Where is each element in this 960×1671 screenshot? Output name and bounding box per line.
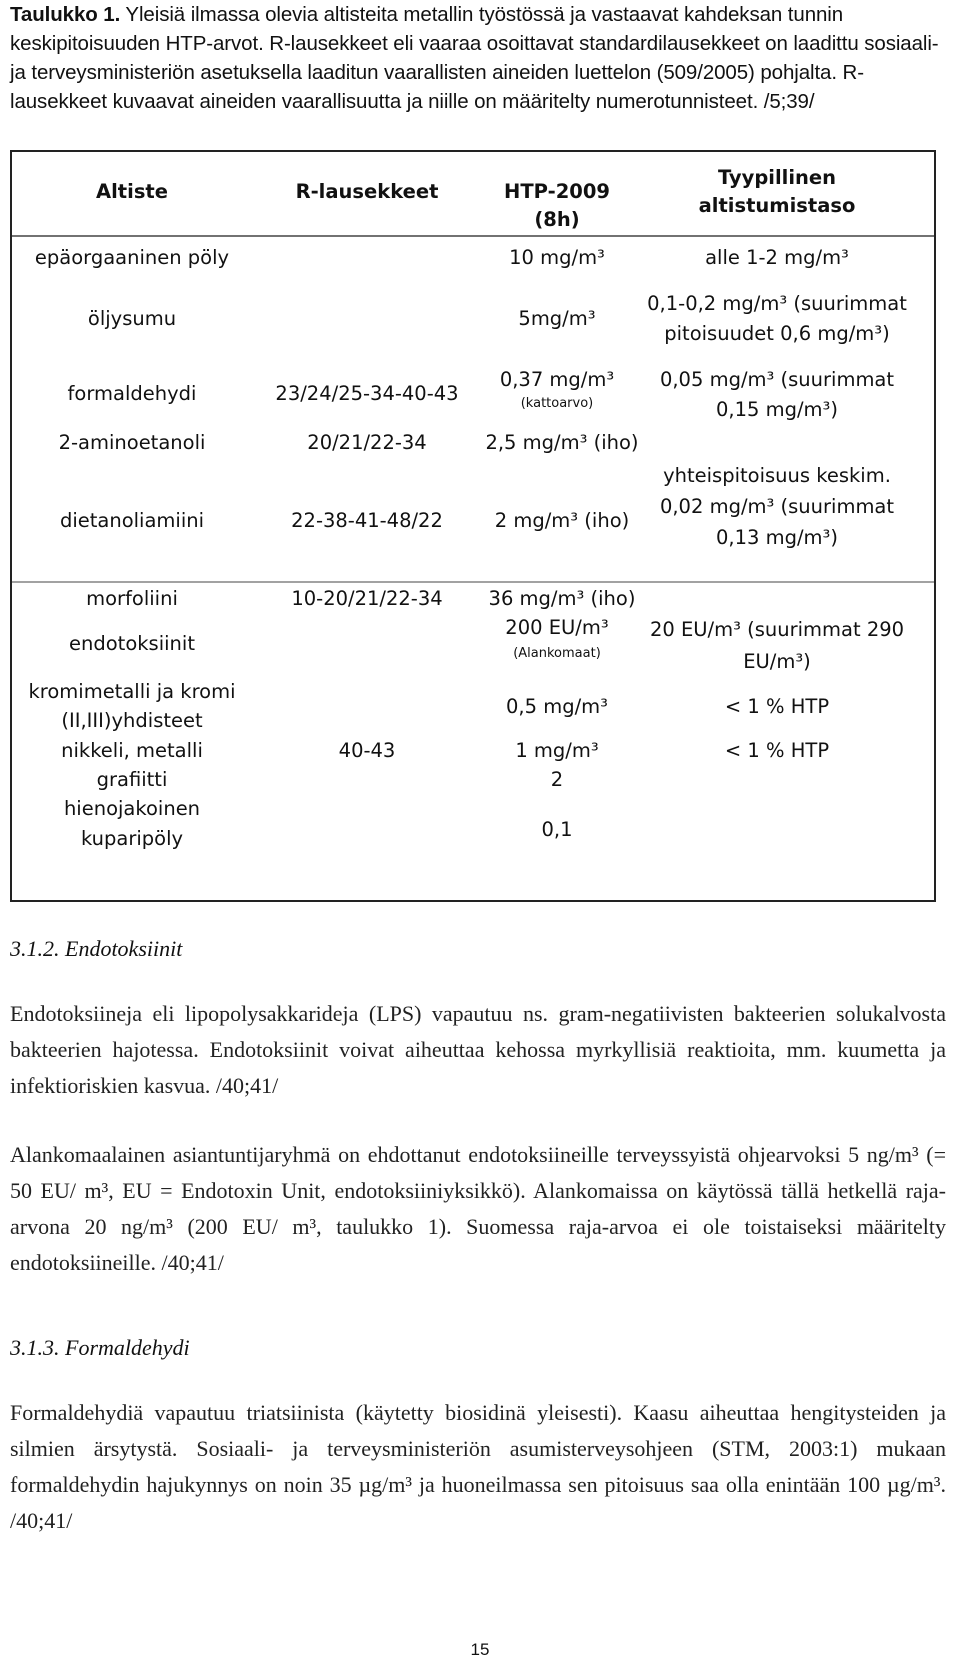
header-typ-1: Tyypillinen bbox=[717, 166, 837, 189]
paragraph-endotoxins-2: Alankomaalainen asiantuntijaryhmä on ehdottanut endotoksiineille terveyssyistä ohjearvoksi 5 ng/m³ (= 50 EU/ m³, EU = Endotoxin Unit, endotoksiiniyksikkö). Alankomaissa on käytössä tällä hetkellä raja-arvona 20 ng/m³ (200 EU/ m³, taulukko 1). Suomessa raja-arvoa ei ole toistaiseksi määritelty endotoksiineille. /40;41/ bbox=[10, 1142, 946, 1275]
row11-altiste-2: kuparipöly bbox=[80, 827, 184, 850]
paragraph-endotoxins-1: Endotoksiineja eli lipopolysakkarideja (LPS) vapautuu ns. gram-negatiivisten bakteerien solukalvosta bakteerien hajotessa. Endotoksiinit voivat aiheuttaa kehossa myrkyllisiä reaktioita, mm. kuumetta ja infektioriskien kasvua. /40;41/ bbox=[10, 1001, 946, 1098]
row9-altiste: nikkeli, metalli bbox=[61, 739, 203, 762]
row11-htp: 0,1 bbox=[541, 818, 573, 841]
row2-typ-1: 0,1-0,2 mg/m³ (suurimmat bbox=[647, 292, 907, 315]
row9-typ: < 1 % HTP bbox=[724, 739, 830, 762]
table-caption bbox=[10, 0, 945, 116]
section-heading-312: 3.1.2. Endotoksiinit bbox=[10, 936, 183, 961]
row8-altiste-1: kromimetalli ja kromi bbox=[28, 680, 236, 703]
row8-htp: 0,5 mg/m³ bbox=[506, 695, 608, 718]
row1-htp: 10 mg/m³ bbox=[509, 246, 605, 269]
header-r-lausekkeet: R-lausekkeet bbox=[295, 180, 439, 203]
row8-typ: < 1 % HTP bbox=[724, 695, 830, 718]
row3-htp-note: (kattoarvo) bbox=[520, 396, 594, 411]
row9-r: 40-43 bbox=[338, 739, 396, 762]
row3-typ-2: 0,15 mg/m³) bbox=[716, 398, 838, 421]
row7-htp-note: (Alankomaat) bbox=[513, 646, 601, 661]
row7-htp: 200 EU/m³ bbox=[505, 616, 609, 639]
row8-altiste-2: (II,III)yhdisteet bbox=[61, 709, 203, 732]
row1-typ: alle 1-2 mg/m³ bbox=[705, 246, 849, 269]
row1-altiste: epäorgaaninen pöly bbox=[34, 246, 230, 269]
row6-r: 10-20/21/22-34 bbox=[291, 587, 443, 610]
row4-r: 20/21/22-34 bbox=[307, 431, 427, 454]
row3-htp: 0,37 mg/m³ bbox=[499, 368, 615, 391]
header-altiste: Altiste bbox=[96, 180, 168, 203]
page-number: 15 bbox=[470, 1640, 490, 1659]
row10-htp: 2 bbox=[550, 768, 564, 791]
row7-typ-1: 20 EU/m³ (suurimmat 290 bbox=[649, 618, 905, 641]
row5-htp: 2 mg/m³ (iho) bbox=[494, 509, 630, 532]
row4-altiste: 2-aminoetanoli bbox=[58, 431, 206, 454]
row5-altiste: dietanoliamiini bbox=[59, 509, 205, 532]
row3-altiste: formaldehydi bbox=[67, 382, 197, 405]
row6-altiste: morfoliini bbox=[86, 587, 178, 610]
row4-htp: 2,5 mg/m³ (iho) bbox=[485, 431, 639, 454]
row6-htp: 36 mg/m³ (iho) bbox=[488, 587, 636, 610]
row3-r: 23/24/25-34-40-43 bbox=[275, 382, 459, 405]
row2-altiste: öljysumu bbox=[87, 307, 177, 330]
section-heading-313: 3.1.3. Formaldehydi bbox=[10, 1335, 190, 1360]
row9-htp: 1 mg/m³ bbox=[515, 739, 599, 762]
row2-htp: 5mg/m³ bbox=[518, 307, 596, 330]
row3-typ-1: 0,05 mg/m³ (suurimmat bbox=[659, 368, 895, 391]
row5-r: 22-38-41-48/22 bbox=[291, 509, 443, 532]
paragraph-formaldehyde: Formaldehydiä vapautuu triatsiinista (käytetty biosidinä yleisesti). Kaasu aiheuttaa hengitysteiden ja silmien ärsytystä. Sosiaali- ja terveysministeriön asumisterveysohjeen (STM, 2003:1) mukaan formaldehydin hajukynnys on noin 35 µg/m³ ja huoneilmassa sen pitoisuus saa olla enintään 100 µg/m³. /40;41/ bbox=[10, 1400, 946, 1533]
row10-altiste: grafiitti bbox=[96, 768, 168, 791]
row11-altiste-1: hienojakoinen bbox=[63, 797, 201, 820]
row7-altiste: endotoksiinit bbox=[69, 632, 195, 655]
row5-typ-1: yhteispitoisuus keskim. bbox=[663, 464, 891, 487]
caption-text: Yleisiä ilmassa olevia altisteita metallin työstössä ja vastaavat kahdeksan tunnin keskipitoisuuden HTP-arvot. R-lausekkeet eli vaaraa osoittavat standardilausekkeet on laadittu sosiaali- ja terveysministeriön asetuksella laaditun vaarallisten aineiden luettelon (509/2005) pohjalta. R-lausekkeet kuvaavat aineiden vaarallisuutta ja niille on määritelty numerotunnisteet. /5;39/ bbox=[10, 3, 939, 113]
header-htp: HTP-2009 (8h) bbox=[504, 180, 610, 231]
row5-typ-3: 0,13 mg/m³) bbox=[716, 526, 838, 549]
row2-typ-2: pitoisuudet 0,6 mg/m³) bbox=[664, 322, 890, 345]
data-table bbox=[10, 150, 936, 902]
row7-typ-2: EU/m³) bbox=[743, 650, 811, 673]
row5-typ-2: 0,02 mg/m³ (suurimmat bbox=[659, 495, 895, 518]
caption-label: Taulukko 1. bbox=[10, 3, 121, 26]
header-typ-2: altistumistaso bbox=[698, 194, 856, 217]
